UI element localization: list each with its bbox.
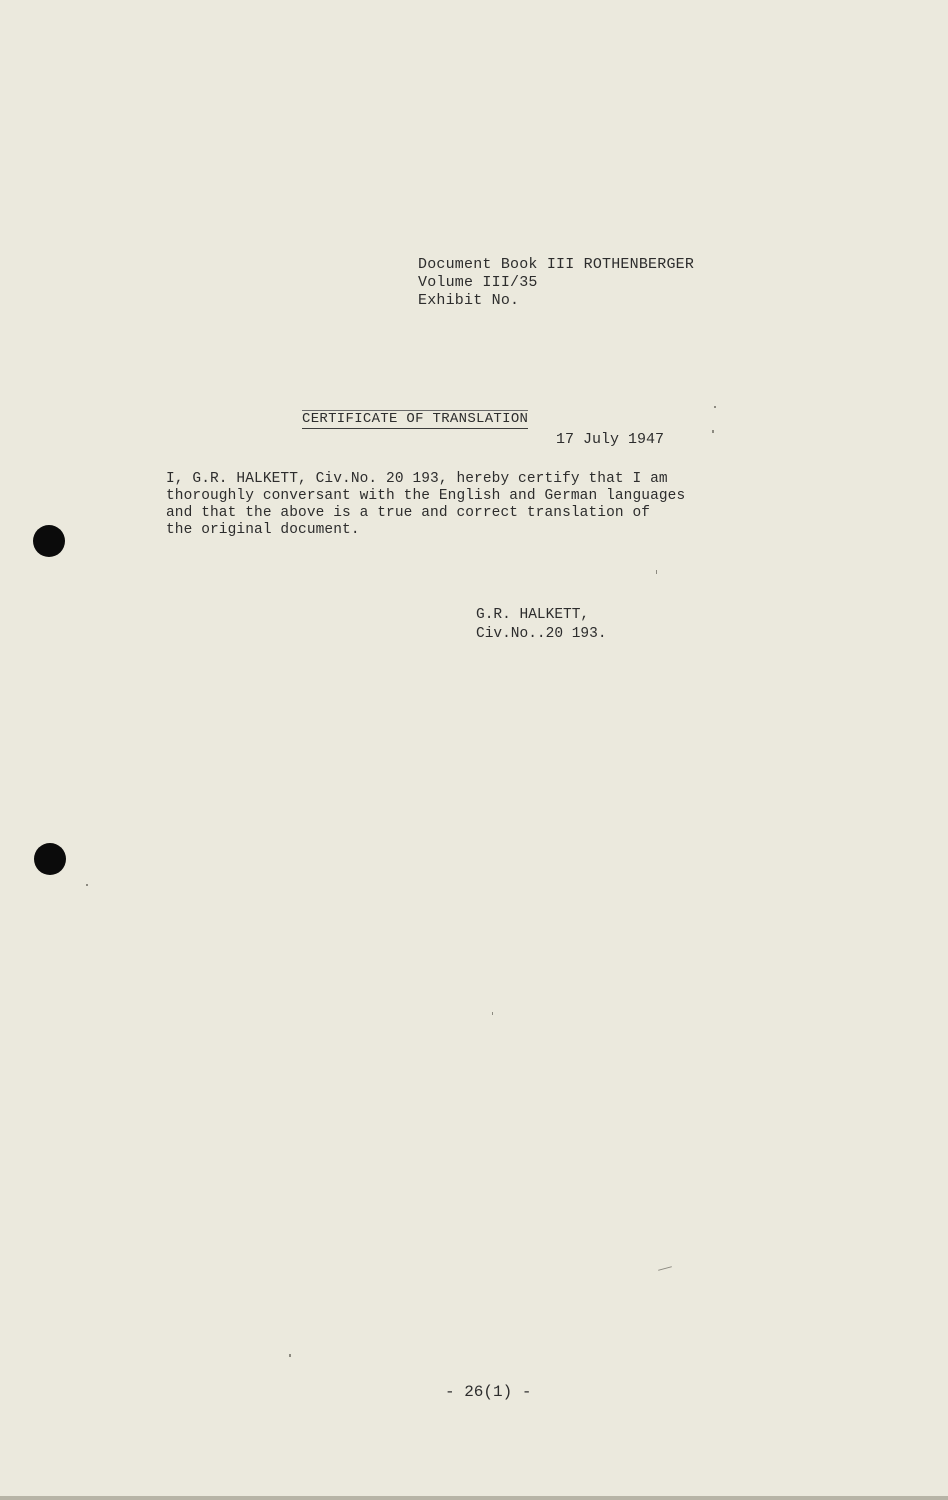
header-exhibit: Exhibit No. (418, 292, 520, 309)
body-line: the original document. (166, 522, 360, 538)
paper-speck (492, 1012, 493, 1015)
paper-speck (656, 570, 657, 574)
certificate-date: 17 July 1947 (556, 431, 665, 448)
punch-hole-top (33, 525, 65, 557)
document-header (418, 256, 694, 310)
paper-speck (714, 406, 716, 408)
signature-civ-no: Civ.No..20 193. (476, 626, 607, 642)
paper-speck (712, 430, 714, 433)
paper-speck (289, 1354, 291, 1357)
body-line: and that the above is a true and correct translation of (166, 505, 651, 521)
paper-speck (658, 1266, 672, 1271)
signature-block (476, 606, 607, 644)
page-number: - 26(1) - (445, 1383, 532, 1401)
header-volume: Volume III/35 (418, 274, 538, 291)
certificate-body (166, 471, 685, 539)
punch-hole-bottom (34, 843, 66, 875)
paper-speck (86, 884, 88, 886)
body-line: thoroughly conversant with the English and German languages (166, 488, 686, 504)
body-line: I, G.R. HALKETT, Civ.No. 20 193, hereby certify that I am (166, 471, 668, 487)
scan-edge (0, 1496, 948, 1500)
signature-name: G.R. HALKETT, (476, 607, 590, 623)
certificate-title: CERTIFICATE OF TRANSLATION (302, 411, 529, 427)
header-document-book: Document Book III ROTHENBERGER (418, 256, 695, 273)
